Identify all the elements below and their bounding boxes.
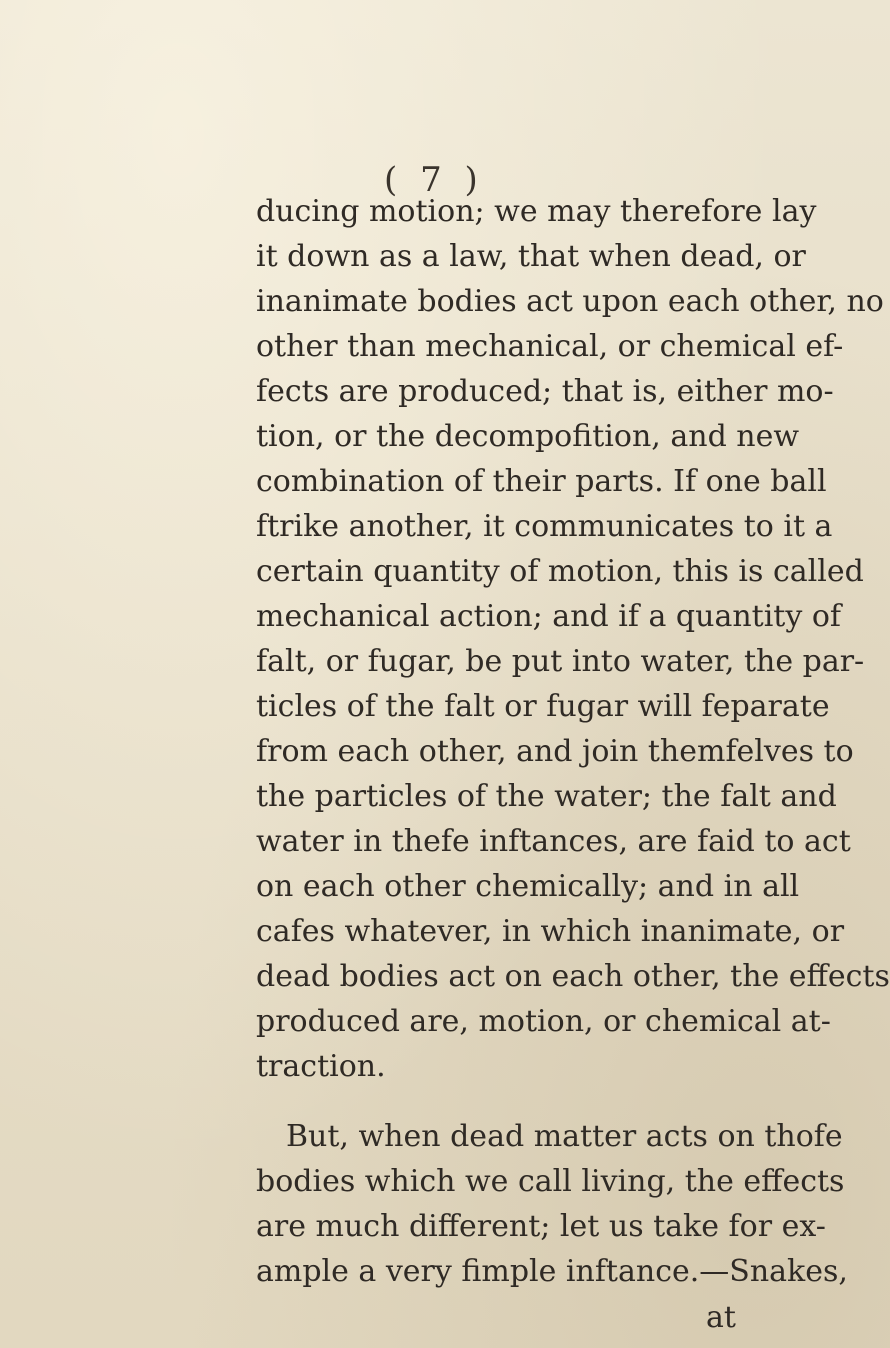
text-line: dead bodies act on each other, the effects xyxy=(256,959,890,994)
text-line: ticles of the falt or fugar will feparate xyxy=(256,689,830,724)
text-line: traction. xyxy=(256,1049,386,1084)
text-line: ftrike another, it communicates to it a xyxy=(256,509,833,544)
text-line: water in thefe inftances, are faid to act xyxy=(256,824,851,859)
page-number: ( 7 ) xyxy=(384,160,484,200)
text-line: it down as a law, that when dead, or xyxy=(256,239,806,274)
text-line: bodies which we call living, the effects xyxy=(256,1164,845,1199)
text-line: from each other, and join themfelves to xyxy=(256,734,854,769)
text-line: tion, or the decompofition, and new xyxy=(256,419,800,454)
text-line: falt, or fugar, be put into water, the par- xyxy=(256,644,865,679)
text-line: certain quantity of motion, this is called xyxy=(256,554,864,589)
text-line: fects are produced; that is, either mo- xyxy=(256,374,834,409)
text-line: But, when dead matter acts on thofe xyxy=(286,1119,843,1154)
text-line: inanimate bodies act upon each other, no xyxy=(256,284,884,319)
text-line: combination of their parts. If one ball xyxy=(256,464,827,499)
text-line: the particles of the water; the falt and xyxy=(256,779,837,814)
text-line: mechanical action; and if a quantity of xyxy=(256,599,841,634)
text-line: cafes whatever, in which inanimate, or xyxy=(256,914,845,949)
text-line: on each other chemically; and in all xyxy=(256,869,800,904)
text-line: other than mechanical, or chemical ef- xyxy=(256,329,844,364)
text-line: produced are, motion, or chemical at- xyxy=(256,1004,831,1039)
text-line: ample a very fimple inftance.—Snakes, xyxy=(256,1254,848,1289)
catchword: at xyxy=(706,1300,736,1335)
text-line: are much different; let us take for ex- xyxy=(256,1209,826,1244)
text-line: ducing motion; we may therefore lay xyxy=(256,194,817,229)
